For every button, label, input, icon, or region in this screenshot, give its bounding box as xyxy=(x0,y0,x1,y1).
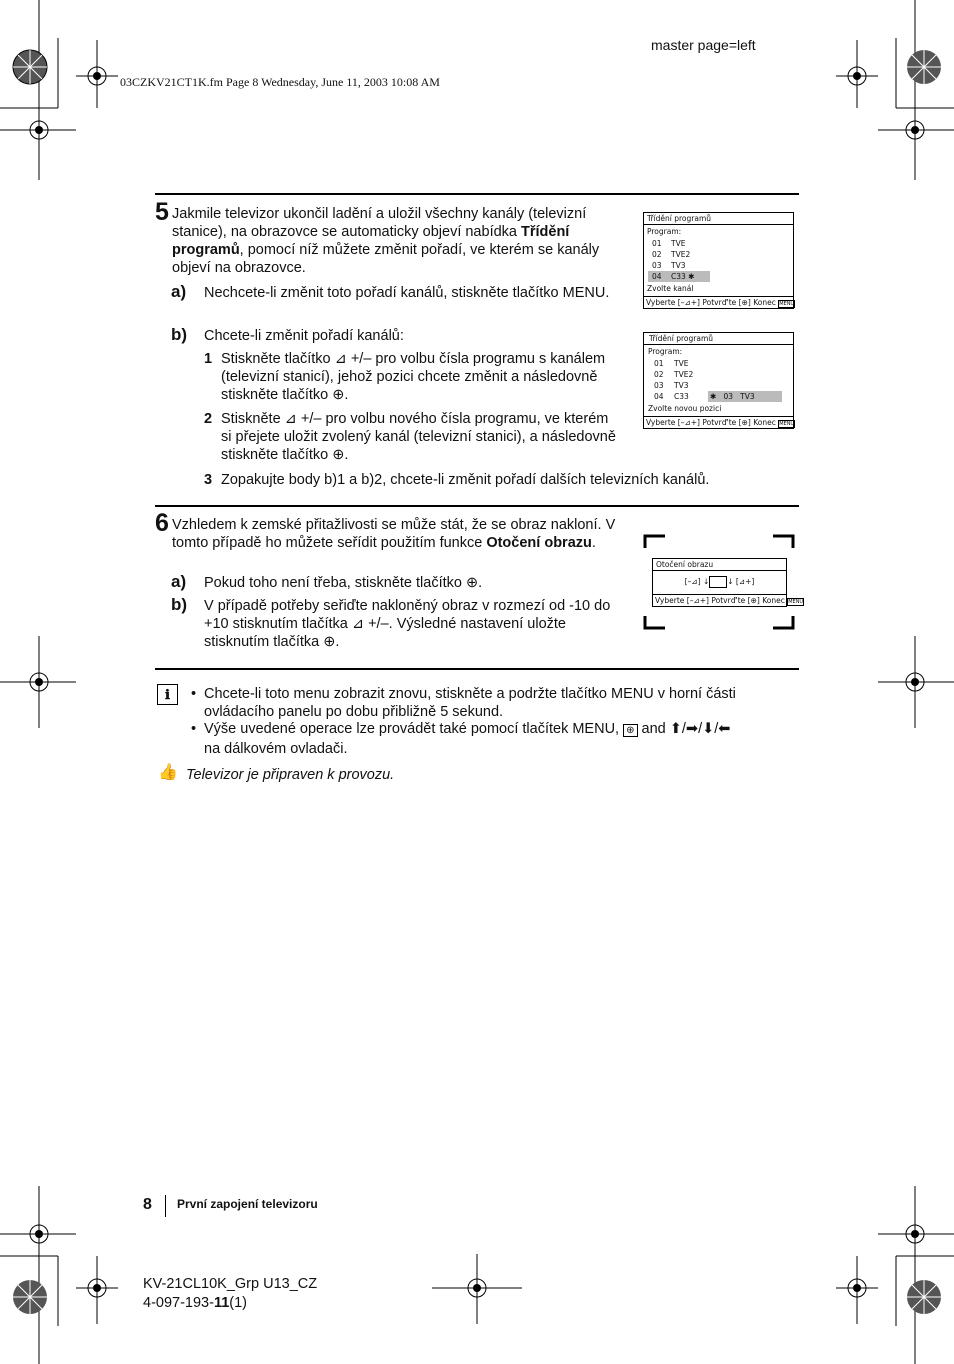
menu-key-bar: Vyberte [–⊿+] Potvrď'te [⊕] Konec MENU xyxy=(646,298,795,307)
menu-title: Třídění programů xyxy=(644,213,793,225)
menu-row: 01 TVE xyxy=(654,359,689,368)
menu-row: 04 C33 ✱ 03 TV3 xyxy=(644,391,793,402)
tilt-key-icon: ⊿ xyxy=(334,351,347,367)
bullet-icon: • xyxy=(191,721,197,737)
program-sort-menu xyxy=(643,212,794,309)
option-a-label: a) xyxy=(171,572,187,591)
menu-row: 03 TV3 xyxy=(654,381,689,390)
menu-title: Třídění programů xyxy=(644,333,793,345)
menu-row: 02 TVE2 xyxy=(652,250,691,259)
substep-number: 1 xyxy=(204,351,213,367)
move-icon: ✱ xyxy=(710,392,717,401)
enter-key-icon: ⊕ xyxy=(332,447,345,463)
step6-intro: Vzhledem k zemské přitažlivosti se může stát, že se obraz nakloní. V tomto případě ho můžete seřídit použitím funkce Otočení obrazu. xyxy=(172,517,616,551)
substep-number: 3 xyxy=(204,472,213,488)
file-info: 03CZKV21CT1K.fm Page 8 Wednesday, June 11, 2003 10:08 AM xyxy=(120,75,440,89)
model-code: KV-21CL10K_Grp U13_CZ xyxy=(143,1276,318,1292)
menu-row: 03 TV3 xyxy=(652,261,686,270)
option-b-label: b) xyxy=(171,595,188,614)
info-icon: ℹ xyxy=(157,684,178,705)
tilt-key-icon: ⊿ xyxy=(351,616,365,632)
page-number: 8 xyxy=(143,1196,152,1213)
footer-divider xyxy=(165,1195,166,1217)
picture-rotation-menu xyxy=(652,558,804,607)
ok-key-icon: ⊕ xyxy=(623,724,637,737)
section-rule xyxy=(155,505,799,507)
option-a-text: Nechcete-li změnit toto pořadí kanálů, stiskněte tlačítko MENU. xyxy=(204,285,610,301)
option-b-text: V případě potřeby seřiďte nakloněný obraz v rozmezí od -10 do +10 stisknutím tlačítka ⊿ +/–. Výsledné nastavení uložte stisknutím tlačítka ⊕. xyxy=(204,598,611,650)
bullet-icon: • xyxy=(191,686,197,702)
menu-row-selected: 04 C33 ✱ xyxy=(644,271,793,282)
menu-key-bar: Vyberte [–⊿+] Potvrď'te [⊕] Konec MENU xyxy=(646,418,795,427)
menu-label: Program: xyxy=(648,347,683,356)
step5-intro: Jakmile televizor ukončil ladění a uložil všechny kanály (televizní stanice), na obrazovce se automaticky objeví nabídka Třídění programů, pomocí níž můžete změnit pořadí, ve kterém se kanály objeví na obrazovce. xyxy=(172,206,600,276)
menu-label: Program: xyxy=(647,227,682,236)
menu-footer-label: Zvolte kanál xyxy=(647,284,694,293)
part-number: 4-097-193-11(1) xyxy=(143,1295,248,1311)
note-bullet-2: Výše uvedené operace lze provádět také pomocí tlačítek MENU, ⊕ and ⬆/➡/⬇/⬅ na dálkovém ovladači. xyxy=(204,721,731,757)
option-b-text: Chcete-li změnit pořadí kanálů: xyxy=(204,328,404,344)
note-bullet-1: Chcete-li toto menu zobrazit znovu, stiskněte a podržte tlačítko MENU v horní části ovládacího panelu po dobu přibližně 5 sekund. xyxy=(204,686,736,720)
option-a-text: Pokud toho není třeba, stiskněte tlačítko ⊕. xyxy=(204,575,483,591)
move-icon: ✱ xyxy=(688,272,695,281)
program-sort-menu-new-position xyxy=(643,332,794,429)
substep-number: 2 xyxy=(204,411,213,427)
menu-footer-label: Zvolte novou pozici xyxy=(648,404,722,413)
rotation-indicator: [–⊿] ↓ ↓ [⊿+] xyxy=(684,577,755,586)
menu-key-bar: Vyberte [–⊿+] Potvrď'te [⊕] Konec MENU xyxy=(655,596,804,605)
option-a-label: a) xyxy=(171,282,187,301)
tilt-key-icon: ⊿ xyxy=(284,411,297,427)
arrow-keys-icon: ⬆/➡/⬇/⬅ xyxy=(669,721,731,737)
enter-key-icon: ⊕ xyxy=(332,387,345,403)
ready-text: Televizor je připraven k provozu. xyxy=(186,767,395,783)
substep-3-text: Zopakujte body b)1 a b)2, chcete-li změnit pořadí dalších televizních kanálů. xyxy=(221,472,710,488)
thumbs-up-icon: 👍 xyxy=(158,764,178,781)
enter-key-icon: ⊕ xyxy=(465,575,479,591)
enter-key-icon: ⊕ xyxy=(323,634,336,650)
option-b-label: b) xyxy=(171,325,188,344)
master-page-label: master page=left xyxy=(651,37,756,53)
section-rule xyxy=(155,193,799,195)
menu-row: 02 TVE2 xyxy=(654,370,694,379)
menu-row: 01 TVE xyxy=(652,239,686,248)
menu-title: Otočení obrazu xyxy=(653,559,786,571)
section-title: První zapojení televizoru xyxy=(177,1197,318,1211)
substep-1-text: Stiskněte tlačítko ⊿ +/– pro volbu čísla programu s kanálem (televizní stanicí), jehož pozici chcete změnit a následovně stiskněte tlačítko ⊕. xyxy=(221,351,606,403)
step-number: 5 xyxy=(155,198,169,226)
substep-2-text: Stiskněte ⊿ +/– pro volbu nového čísla programu, ve kterém si přejete uložit zvolený kanál (televizní stanici), a následovně stiskněte tlačítko ⊕. xyxy=(221,411,616,463)
step-number: 6 xyxy=(155,509,169,537)
section-rule xyxy=(155,668,799,670)
